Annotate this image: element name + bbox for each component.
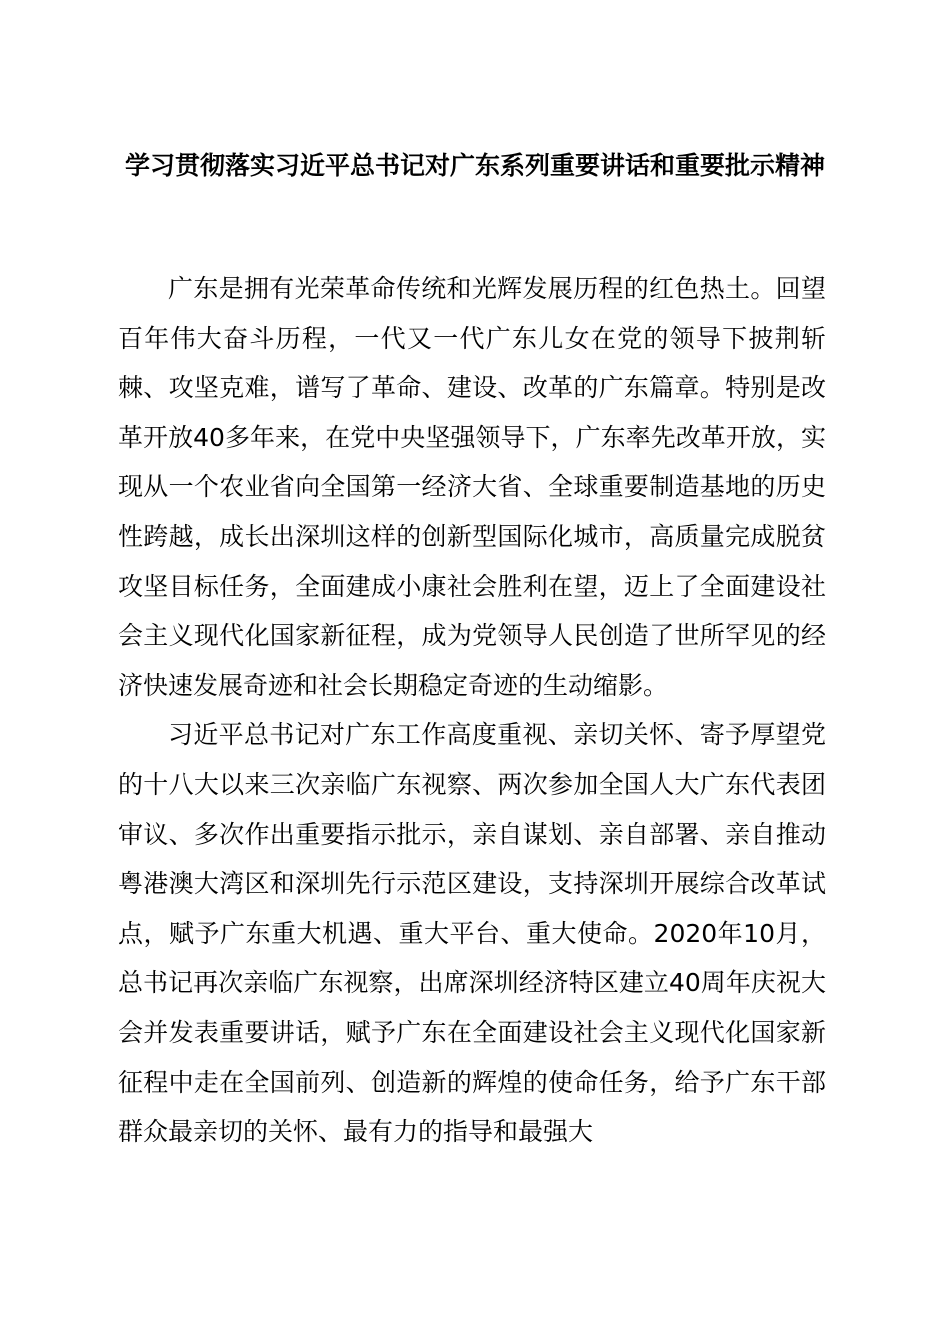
body-paragraph: 习近平总书记对广东工作高度重视、亲切关怀、寄予厚望党的十八大以来三次亲临广东视察、两次参加全国人大广东代表团审议、多次作出重要指示批示，亲自谋划、亲自部署、亲自推动粤港澳大湾区和深圳先行示范区建设，支持深圳开展综合改革试点，赋予广东重大机遇、重大平台、重大使命。2020年10月，总书记再次亲临广东视察，出席深圳经济特区建立40周年庆祝大会并发表重要讲话，赋予广东在全面建设社会主义现代化国家新征程中走在全国前列、创造新的辉煌的使命任务，给予广东干部群众最亲切的关怀、最有力的指导和最强大	[118, 720, 826, 1147]
document-title: 学习贯彻落实习近平总书记对广东系列重要讲话和重要批示精神	[124, 151, 825, 180]
document-body	[118, 264, 826, 1157]
body-paragraph: 广东是拥有光荣革命传统和光辉发展历程的红色热土。回望百年伟大奋斗历程，一代又一代广东儿女在党的领导下披荆斩棘、攻坚克难，谱写了革命、建设、改革的广东篇章。特别是改革开放40多年来，在党中央坚强领导下，广东率先改革开放，实现从一个农业省向全国第一经济大省、全球重要制造基地的历史性跨越，成长出深圳这样的创新型国际化城市，高质量完成脱贫攻坚目标任务，全面建成小康社会胜利在望，迈上了全面建设社会主义现代化国家新征程，成为党领导人民创造了世所罕见的经济快速发展奇迹和社会长期稳定奇迹的生动缩影。	[118, 274, 826, 700]
